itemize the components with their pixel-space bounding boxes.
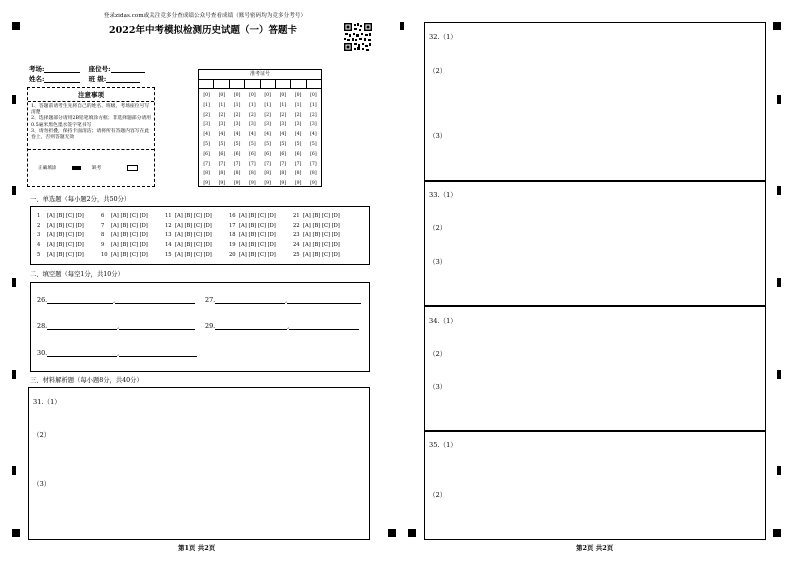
mc-answer-box[interactable] — [30, 206, 370, 265]
mc-question-row[interactable] — [229, 231, 276, 241]
q33-part3-label: （3） — [429, 258, 447, 266]
mc-question-row[interactable] — [37, 222, 84, 232]
answer-box-q32[interactable] — [424, 22, 766, 182]
exam-id-bubble[interactable]: [1] — [218, 102, 226, 108]
mc-question-number: 5 — [37, 251, 41, 258]
q32-part2-label: （2） — [429, 67, 447, 75]
mc-options[interactable]: [A] [B] [C] [D] — [47, 222, 84, 229]
exam-id-bubble[interactable]: [8] — [203, 171, 210, 177]
mc-options[interactable]: [A] [B] [C] [D] — [175, 242, 212, 249]
timing-mark — [777, 95, 781, 104]
exam-id-bubble[interactable]: [4] — [233, 132, 241, 138]
timing-mark — [12, 186, 16, 195]
exam-id-bubble[interactable]: [5] — [218, 141, 226, 147]
exam-id-bubble[interactable]: [5] — [203, 141, 210, 147]
mc-question-row[interactable] — [165, 222, 212, 232]
mc-question-number: 17 — [229, 222, 236, 229]
mc-question-row[interactable] — [101, 222, 148, 232]
mc-options[interactable]: [A] [B] [C] [D] — [239, 251, 276, 258]
corner-mark-bm1 — [388, 529, 396, 537]
exam-id-bubble[interactable]: [7] — [310, 161, 317, 167]
exam-id-bubble[interactable]: [3] — [218, 122, 226, 128]
fill-section-title: 二、填空题（每空1分，共10分） — [30, 271, 124, 278]
mc-options[interactable]: [A] [B] [C] [D] — [47, 251, 84, 258]
answer-box-q35[interactable] — [424, 430, 766, 540]
mc-question-number: 12 — [165, 222, 172, 229]
mc-question-number: 2 — [37, 222, 41, 229]
mc-question-row[interactable] — [293, 251, 340, 261]
timing-mark — [12, 95, 16, 104]
mc-question-number: 4 — [37, 242, 41, 249]
q31-part3-label: （3） — [33, 480, 51, 488]
mc-options[interactable]: [A] [B] [C] [D] — [239, 232, 276, 239]
page-number-2: 第2页 共2页 — [576, 544, 614, 552]
mc-question-row[interactable] — [229, 241, 276, 251]
exam-id-bubble[interactable]: [0] — [249, 93, 256, 98]
exam-id-column[interactable] — [214, 91, 229, 189]
timing-mark — [777, 370, 781, 379]
mc-question-row[interactable] — [37, 241, 84, 251]
mc-question-row[interactable] — [165, 212, 212, 222]
exam-id-bubble[interactable]: [0] — [233, 93, 241, 98]
exam-id-bubble[interactable]: [9] — [264, 181, 271, 187]
mc-question-row[interactable] — [293, 241, 340, 251]
mc-question-number: 1 — [37, 213, 41, 219]
exam-id-bubbles[interactable] — [199, 89, 321, 189]
exam-id-bubble[interactable]: [7] — [264, 161, 271, 167]
mc-question-row[interactable] — [293, 222, 340, 232]
mc-question-row[interactable] — [37, 212, 84, 222]
exam-id-column[interactable] — [291, 91, 306, 189]
notice-title: 注意事项 — [28, 90, 154, 102]
mc-question-number: 18 — [229, 232, 236, 239]
exam-id-bubble[interactable]: [7] — [218, 161, 226, 167]
exam-id-column[interactable] — [245, 91, 260, 189]
corner-mark-tm — [400, 22, 404, 30]
exam-id-bubble[interactable]: [2] — [233, 112, 241, 118]
mc-options[interactable]: [A] [B] [C] [D] — [239, 213, 276, 219]
exam-id-bubble[interactable]: [7] — [249, 161, 256, 167]
mc-options[interactable]: [A] [B] [C] [D] — [47, 232, 84, 239]
qr-code-icon — [343, 22, 373, 52]
notice-line: 3、请勿折叠，保持卡面清洁；请将所有答题内容写在此卷上，否则答题无效 — [31, 128, 150, 141]
exam-id-bubble[interactable]: [7] — [203, 161, 210, 167]
exam-id-bubble[interactable]: [6] — [310, 151, 317, 157]
exam-id-column[interactable] — [230, 91, 245, 189]
mc-question-number: 16 — [229, 213, 236, 219]
mc-options[interactable]: [A] [B] [C] [D] — [239, 242, 276, 249]
mc-question-number: 3 — [37, 232, 41, 239]
q32-part3-label: （3） — [429, 132, 447, 140]
mc-options[interactable]: [A] [B] [C] [D] — [303, 232, 340, 239]
mc-question-row[interactable] — [165, 231, 212, 241]
exam-id-bubble[interactable]: [6] — [203, 151, 210, 157]
exam-id-bubble[interactable]: [1] — [310, 102, 317, 108]
mc-question-row[interactable] — [229, 251, 276, 261]
exam-id-cells[interactable] — [199, 80, 321, 89]
exam-id-bubble[interactable]: [6] — [264, 151, 271, 157]
mc-options[interactable]: [A] [B] [C] [D] — [303, 242, 340, 249]
exam-id-bubble[interactable]: [0] — [218, 93, 226, 98]
exam-id-bubble[interactable]: [9] — [294, 181, 302, 187]
page-title: 2022年中考模拟检测历史试题（一）答题卡 — [109, 25, 297, 36]
exam-id-bubble[interactable]: [3] — [249, 122, 256, 128]
q32-label: 32.（1） — [429, 33, 457, 41]
mc-question-row[interactable] — [37, 231, 84, 241]
exam-id-bubble[interactable]: [6] — [249, 151, 256, 157]
mc-question-number: 11 — [165, 213, 172, 219]
exam-id-bubble[interactable]: [3] — [294, 122, 302, 128]
mc-question-number: 20 — [229, 251, 236, 258]
fill-item-30[interactable]: 30. , — [37, 349, 197, 357]
q34-part3-label: （3） — [429, 383, 447, 391]
exam-id-bubble[interactable]: [4] — [310, 132, 317, 138]
exam-id-bubble[interactable]: [2] — [264, 112, 271, 118]
mc-question-number: 25 — [293, 251, 300, 258]
exam-id-bubble[interactable]: [2] — [218, 112, 226, 118]
mc-question-row[interactable] — [101, 212, 148, 222]
exam-id-bubble[interactable]: [8] — [279, 171, 287, 177]
mc-options[interactable]: [A] [B] [C] [D] — [111, 251, 148, 258]
mc-options[interactable]: [A] [B] [C] [D] — [111, 213, 148, 219]
mc-question-row[interactable] — [165, 241, 212, 251]
exam-id-bubble[interactable]: [9] — [249, 181, 256, 187]
absent-label: 缺考 — [92, 166, 102, 171]
exam-id-bubble[interactable]: [8] — [310, 171, 317, 177]
exam-id-bubble[interactable]: [3] — [203, 122, 210, 128]
exam-id-bubble[interactable]: [6] — [279, 151, 287, 157]
exam-id-bubble[interactable]: [9] — [233, 181, 241, 187]
exam-id-bubble[interactable]: [1] — [233, 102, 241, 108]
mc-options[interactable]: [A] [B] [C] [D] — [303, 222, 340, 229]
exam-id-bubble[interactable]: [4] — [218, 132, 226, 138]
mc-options[interactable]: [A] [B] [C] [D] — [111, 232, 148, 239]
mc-options[interactable]: [A] [B] [C] [D] — [111, 242, 148, 249]
mc-question-number: 15 — [165, 251, 172, 258]
exam-id-bubble[interactable]: [9] — [279, 181, 287, 187]
material-section-title: 三、材料解析题（每小题8分，共40分） — [30, 377, 143, 384]
name-class-field: 姓名: 班 级: — [29, 74, 140, 83]
mc-question-number: 13 — [165, 232, 172, 239]
timing-mark — [12, 278, 16, 287]
q31-part2-label: （2） — [33, 431, 51, 439]
mc-options[interactable]: [A] [B] [C] [D] — [303, 213, 340, 219]
q31-label: 31.（1） — [33, 398, 61, 406]
mc-options[interactable]: [A] [B] [C] [D] — [303, 251, 340, 258]
mc-question-number: 22 — [293, 222, 300, 229]
exam-id-bubble[interactable]: [8] — [233, 171, 241, 177]
mc-options[interactable]: [A] [B] [C] [D] — [239, 222, 276, 229]
mc-question-row[interactable] — [293, 231, 340, 241]
exam-id-bubble[interactable]: [6] — [218, 151, 226, 157]
mc-question-row[interactable] — [293, 212, 340, 222]
mc-options[interactable]: [A] [B] [C] [D] — [175, 213, 212, 219]
q34-part2-label: （2） — [429, 350, 447, 358]
q33-label: 33.（1） — [429, 191, 457, 199]
exam-id-bubble[interactable]: [5] — [279, 141, 287, 147]
q35-part2-label: （2） — [429, 491, 447, 499]
mc-question-number: 7 — [101, 222, 105, 229]
exam-id-bubble[interactable]: [2] — [203, 112, 210, 118]
mc-question-row[interactable] — [165, 251, 212, 261]
exam-id-bubble[interactable]: [3] — [279, 122, 287, 128]
exam-id-column[interactable] — [199, 91, 214, 189]
exam-id-bubble[interactable]: [5] — [264, 141, 271, 147]
fill-item-27[interactable]: 27. , — [205, 296, 361, 304]
exam-id-column[interactable] — [275, 91, 290, 189]
mc-options[interactable]: [A] [B] [C] [D] — [175, 232, 212, 239]
timing-mark — [12, 370, 16, 379]
mc-options[interactable]: [A] [B] [C] [D] — [47, 242, 84, 249]
mc-question-number: 8 — [101, 232, 105, 239]
exam-id-box — [198, 69, 322, 187]
exam-id-bubble[interactable]: [1] — [264, 102, 271, 108]
mc-question-number: 24 — [293, 242, 300, 249]
timing-mark — [12, 466, 16, 475]
q33-part2-label: （2） — [429, 224, 447, 232]
correct-fill-sample — [72, 166, 81, 170]
mc-options[interactable]: [A] [B] [C] [D] — [111, 222, 148, 229]
q34-label: 34.（1） — [429, 317, 457, 325]
exam-id-bubble[interactable]: [9] — [218, 181, 226, 187]
corner-mark-br — [773, 529, 781, 537]
mc-question-number: 9 — [101, 242, 105, 249]
absent-checkbox[interactable] — [127, 165, 138, 171]
exam-id-bubble[interactable]: [4] — [294, 132, 302, 138]
mc-question-number: 21 — [293, 213, 300, 219]
answer-box-q34[interactable] — [424, 305, 766, 432]
mc-question-row[interactable] — [37, 251, 84, 261]
mc-question-number: 23 — [293, 232, 300, 239]
page-number-1: 第1页 共2页 — [178, 544, 216, 552]
exam-id-bubble[interactable]: [1] — [279, 102, 287, 108]
timing-mark — [777, 278, 781, 287]
exam-id-bubble[interactable]: [2] — [279, 112, 287, 118]
corner-mark-tr — [773, 22, 781, 30]
fill-item-29[interactable]: 29. , — [205, 322, 359, 330]
mc-question-number: 6 — [101, 213, 105, 219]
fill-item-26[interactable]: 26. , — [37, 296, 195, 304]
exam-id-bubble[interactable]: [1] — [203, 102, 210, 108]
exam-id-bubble[interactable]: [8] — [294, 171, 302, 177]
exam-id-bubble[interactable]: [5] — [233, 141, 241, 147]
exam-id-bubble[interactable]: [0] — [294, 93, 302, 98]
notice-box — [27, 87, 155, 187]
exam-id-bubble[interactable]: [0] — [264, 93, 271, 98]
fill-answer-box[interactable] — [30, 282, 370, 372]
exam-id-bubble[interactable]: [4] — [249, 132, 256, 138]
exam-id-bubble[interactable]: [8] — [249, 171, 256, 177]
timing-mark — [777, 466, 781, 475]
correct-fill-label: 正确填涂 — [38, 166, 57, 171]
exam-id-bubble[interactable]: [7] — [294, 161, 302, 167]
exam-id-bubble[interactable]: [9] — [310, 181, 317, 187]
exam-id-bubble[interactable]: [8] — [264, 171, 271, 177]
top-note: 登录zidas.com或关注竞多分查成绩公众号查看成绩（账号密码均为竞多分考号） — [103, 13, 307, 19]
exam-id-bubble[interactable]: [0] — [310, 93, 317, 98]
exam-id-bubble[interactable]: [0] — [279, 93, 287, 98]
mc-question-number: 10 — [101, 251, 108, 258]
timing-mark — [777, 186, 781, 195]
corner-mark-bl — [12, 529, 20, 537]
exam-id-bubble[interactable]: [5] — [249, 141, 256, 147]
mc-section-title: 一、单选题（每小题2分，共50分） — [30, 196, 131, 203]
exam-id-bubble[interactable]: [2] — [294, 112, 302, 118]
exam-id-bubble[interactable]: [3] — [233, 122, 241, 128]
exam-id-bubble[interactable]: [5] — [310, 141, 317, 147]
corner-mark-tl — [12, 22, 20, 30]
corner-mark-bm2 — [408, 529, 416, 537]
mc-question-row[interactable] — [101, 241, 148, 251]
exam-id-bubble[interactable]: [1] — [249, 102, 256, 108]
exam-id-bubble[interactable]: [3] — [264, 122, 271, 128]
mc-options[interactable]: [A] [B] [C] [D] — [175, 251, 212, 258]
exam-id-bubble[interactable]: [6] — [294, 151, 302, 157]
exam-id-bubble[interactable]: [8] — [218, 171, 226, 177]
exam-id-bubble[interactable]: [3] — [310, 122, 317, 128]
exam-id-bubble[interactable]: [5] — [294, 141, 302, 147]
exam-id-bubble[interactable]: [1] — [294, 102, 302, 108]
exam-id-column[interactable] — [260, 91, 275, 189]
mc-options[interactable]: [A] [B] [C] [D] — [47, 213, 84, 219]
exam-id-title: 准考证号 — [199, 70, 321, 80]
exam-id-bubble[interactable]: [2] — [249, 112, 256, 118]
exam-id-bubble[interactable]: [9] — [203, 181, 210, 187]
mc-question-row[interactable] — [229, 212, 276, 222]
exam-id-column[interactable] — [306, 91, 321, 189]
mc-question-row[interactable] — [229, 222, 276, 232]
exam-id-bubble[interactable]: [7] — [233, 161, 241, 167]
answer-box-q31[interactable] — [28, 387, 370, 540]
exam-id-bubble[interactable]: [6] — [233, 151, 241, 157]
mc-question-number: 14 — [165, 242, 172, 249]
mc-question-row[interactable] — [101, 231, 148, 241]
mc-question-row[interactable] — [101, 251, 148, 261]
mc-question-number: 19 — [229, 242, 236, 249]
exam-site-field: 考场: 座位号: — [29, 64, 145, 73]
exam-id-bubble[interactable]: [0] — [203, 93, 210, 98]
mc-options[interactable]: [A] [B] [C] [D] — [175, 222, 212, 229]
notice-line: 1、答题前请考生先将自己的姓名、班级、考场座位号写清楚 — [31, 104, 150, 116]
exam-id-bubble[interactable]: [4] — [264, 132, 271, 138]
notice-line: 2、选择题部分请用2B铅笔填涂方框；非选择题部分请用0.5毫米黑色墨水签字笔书写 — [31, 116, 151, 128]
fill-item-28[interactable]: 28. , — [37, 322, 195, 330]
exam-id-bubble[interactable]: [4] — [203, 132, 210, 138]
exam-id-bubble[interactable]: [2] — [310, 112, 317, 118]
exam-id-bubble[interactable]: [4] — [279, 132, 287, 138]
exam-id-bubble[interactable]: [7] — [279, 161, 287, 167]
answer-box-q33[interactable] — [424, 180, 766, 307]
q35-label: 35.（1） — [429, 441, 457, 449]
